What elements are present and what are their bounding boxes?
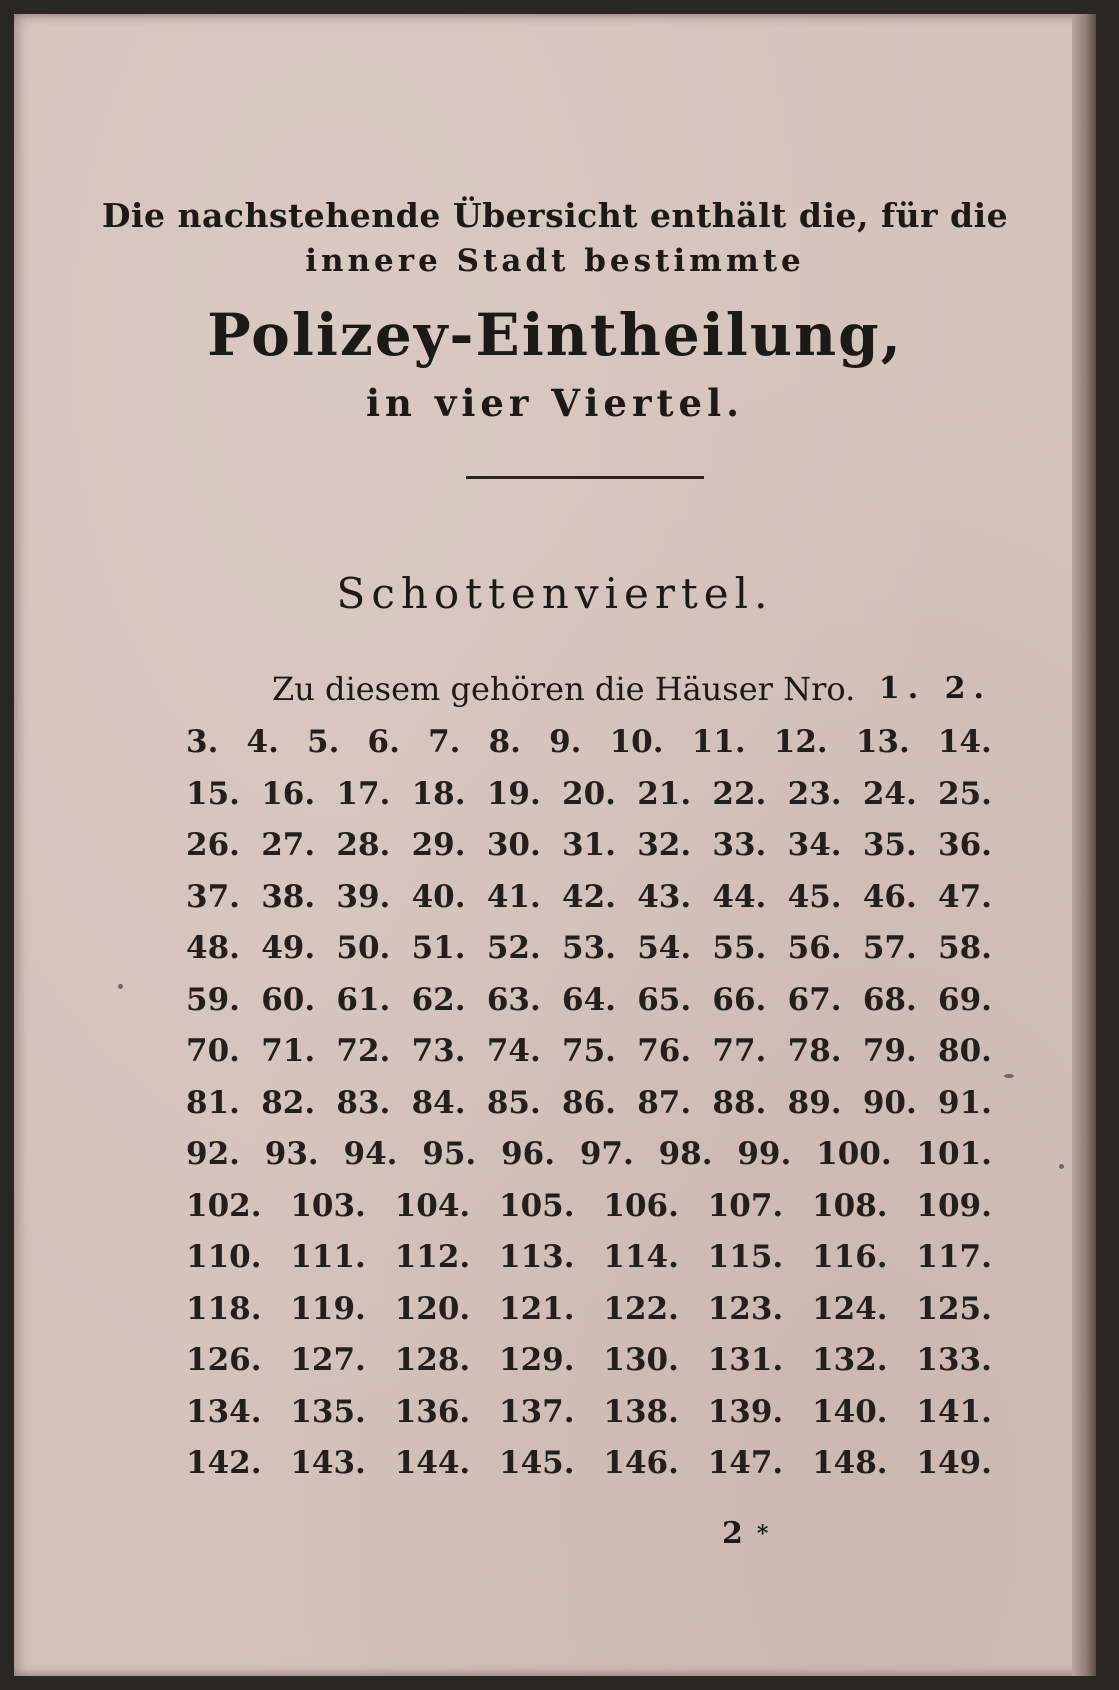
house-number: 133. bbox=[916, 1342, 992, 1378]
house-number: 49. bbox=[261, 930, 316, 966]
house-number: 58. bbox=[938, 930, 992, 966]
house-number: 56. bbox=[787, 930, 842, 966]
house-number: 23. bbox=[787, 775, 842, 812]
house-number: 55. bbox=[712, 930, 767, 966]
house-number: 17. bbox=[336, 775, 391, 812]
number-line bbox=[186, 716, 992, 768]
house-number: 100. bbox=[816, 1136, 892, 1172]
house-number: 136. bbox=[394, 1393, 471, 1430]
paper-speck bbox=[1059, 1164, 1064, 1169]
house-number: 123. bbox=[707, 1290, 784, 1327]
house-number: 135. bbox=[290, 1393, 366, 1430]
house-number: 54. bbox=[637, 930, 692, 966]
house-number: 84. bbox=[411, 1084, 466, 1121]
signature-number: 2 bbox=[722, 1516, 743, 1551]
number-line bbox=[186, 1283, 992, 1335]
house-number: 93. bbox=[264, 1136, 319, 1172]
house-number: 103. bbox=[290, 1187, 366, 1224]
house-number: 41. bbox=[486, 878, 541, 915]
house-number: 59. bbox=[186, 981, 240, 1018]
house-number: 67. bbox=[787, 981, 842, 1018]
house-number: 69. bbox=[938, 981, 992, 1018]
house-number: 89. bbox=[787, 1084, 842, 1121]
intro-numbers: 1. 2. bbox=[878, 671, 992, 706]
house-number: 112. bbox=[394, 1239, 471, 1275]
house-number: 8. bbox=[488, 724, 521, 760]
number-line bbox=[186, 871, 992, 923]
house-number: 92. bbox=[186, 1136, 240, 1172]
number-line bbox=[186, 1334, 992, 1386]
house-number: 86. bbox=[562, 1084, 616, 1121]
house-number: 48. bbox=[186, 930, 240, 966]
house-number: 127. bbox=[290, 1342, 366, 1378]
house-number: 46. bbox=[862, 878, 917, 915]
house-number: 125. bbox=[916, 1290, 992, 1327]
house-number: 79. bbox=[862, 1033, 917, 1069]
house-number: 7. bbox=[428, 724, 461, 760]
house-number: 83. bbox=[336, 1084, 391, 1121]
house-number: 126. bbox=[186, 1342, 262, 1378]
house-number: 61. bbox=[336, 981, 391, 1018]
house-number: 141. bbox=[916, 1393, 992, 1430]
house-number: 98. bbox=[658, 1136, 713, 1172]
house-number: 81. bbox=[186, 1084, 240, 1121]
house-number: 70. bbox=[186, 1033, 240, 1069]
house-number: 147. bbox=[707, 1445, 784, 1481]
house-number: 130. bbox=[603, 1342, 679, 1378]
house-number: 73. bbox=[411, 1033, 466, 1069]
house-number: 122. bbox=[603, 1290, 679, 1327]
house-number: 20. bbox=[562, 775, 616, 812]
house-number: 42. bbox=[562, 878, 616, 915]
house-number: 139. bbox=[707, 1393, 784, 1430]
house-number: 144. bbox=[394, 1445, 471, 1481]
house-number: 35. bbox=[862, 827, 917, 863]
number-line bbox=[186, 1077, 992, 1129]
number-line bbox=[186, 768, 992, 820]
intro-text: Zu diesem gehören die Häuser Nro. bbox=[272, 670, 856, 708]
house-number: 138. bbox=[603, 1393, 679, 1430]
house-number: 132. bbox=[812, 1342, 888, 1378]
house-number: 12. bbox=[773, 724, 828, 760]
number-line bbox=[186, 1386, 992, 1438]
house-number: 74. bbox=[486, 1033, 541, 1069]
house-number: 78. bbox=[787, 1033, 842, 1069]
house-number: 18. bbox=[411, 775, 466, 812]
house-number: 14. bbox=[937, 724, 992, 760]
house-number: 3. bbox=[186, 724, 219, 760]
number-line bbox=[186, 974, 992, 1026]
intro-line-2: innere Stadt bestimmte bbox=[305, 243, 805, 279]
house-number: 145. bbox=[499, 1445, 575, 1481]
house-number: 52. bbox=[486, 930, 541, 966]
house-number: 6. bbox=[367, 724, 400, 760]
house-number: 33. bbox=[712, 827, 767, 863]
house-number: 60. bbox=[261, 981, 316, 1018]
house-number: 29. bbox=[411, 827, 466, 863]
house-number: 115. bbox=[707, 1239, 784, 1275]
house-number: 107. bbox=[707, 1187, 784, 1224]
number-line bbox=[186, 1231, 992, 1283]
house-number: 11. bbox=[691, 724, 746, 760]
house-number: 124. bbox=[812, 1290, 888, 1327]
house-number: 72. bbox=[336, 1033, 391, 1069]
house-number: 128. bbox=[394, 1342, 471, 1378]
house-number: 90. bbox=[862, 1084, 917, 1121]
house-number: 10. bbox=[609, 724, 664, 760]
house-number: 30. bbox=[486, 827, 541, 863]
house-number: 66. bbox=[712, 981, 767, 1018]
house-number: 97. bbox=[579, 1136, 634, 1172]
house-number: 76. bbox=[637, 1033, 692, 1069]
house-number: 32. bbox=[637, 827, 692, 863]
house-number: 109. bbox=[916, 1187, 992, 1224]
house-number: 118. bbox=[186, 1290, 262, 1327]
house-number: 129. bbox=[499, 1342, 575, 1378]
house-number: 39. bbox=[336, 878, 391, 915]
house-number: 146. bbox=[603, 1445, 679, 1481]
house-number: 25. bbox=[938, 775, 992, 812]
house-number: 75. bbox=[562, 1033, 616, 1069]
house-number: 101. bbox=[916, 1136, 992, 1172]
house-number: 62. bbox=[411, 981, 466, 1018]
house-number: 120. bbox=[394, 1290, 471, 1327]
house-number: 116. bbox=[812, 1239, 888, 1275]
house-number: 24. bbox=[862, 775, 917, 812]
intro-line-1: Die nachstehende Übersicht enthält die, für die bbox=[101, 196, 1009, 235]
house-number: 65. bbox=[637, 981, 692, 1018]
number-line bbox=[186, 1180, 992, 1232]
house-number: 16. bbox=[261, 775, 316, 812]
house-number: 80. bbox=[938, 1033, 992, 1069]
house-number: 31. bbox=[562, 827, 616, 863]
house-number: 110. bbox=[186, 1239, 262, 1275]
number-line bbox=[186, 1025, 992, 1077]
number-line bbox=[186, 1128, 992, 1180]
house-number: 105. bbox=[499, 1187, 575, 1224]
house-number: 4. bbox=[246, 724, 279, 760]
house-number: 99. bbox=[737, 1136, 792, 1172]
house-number: 96. bbox=[501, 1136, 555, 1172]
house-number: 148. bbox=[812, 1445, 888, 1481]
house-number: 27. bbox=[261, 827, 316, 863]
house-number: 26. bbox=[186, 827, 240, 863]
house-number: 50. bbox=[336, 930, 391, 966]
house-number: 131. bbox=[707, 1342, 784, 1378]
paper-speck bbox=[1004, 1074, 1014, 1078]
house-number: 143. bbox=[290, 1445, 366, 1481]
number-line bbox=[186, 819, 992, 871]
house-number: 108. bbox=[812, 1187, 888, 1224]
house-number: 19. bbox=[486, 775, 541, 812]
house-number: 5. bbox=[307, 724, 340, 760]
house-number: 38. bbox=[261, 878, 316, 915]
house-number: 28. bbox=[336, 827, 391, 863]
house-number: 82. bbox=[261, 1084, 316, 1121]
house-number: 64. bbox=[562, 981, 616, 1018]
house-number: 22. bbox=[712, 775, 767, 812]
house-number: 15. bbox=[186, 775, 240, 812]
page-signature bbox=[722, 1509, 812, 1559]
house-number: 102. bbox=[186, 1187, 262, 1224]
house-number: 140. bbox=[812, 1393, 888, 1430]
page-header bbox=[14, 194, 1096, 428]
house-number: 51. bbox=[411, 930, 466, 966]
house-number: 119. bbox=[290, 1290, 366, 1327]
house-number: 44. bbox=[712, 878, 767, 915]
house-number: 137. bbox=[499, 1393, 575, 1430]
house-number: 43. bbox=[637, 878, 692, 915]
house-number: 34. bbox=[787, 827, 842, 863]
house-number: 53. bbox=[562, 930, 616, 966]
house-number: 106. bbox=[603, 1187, 679, 1224]
main-title: Polizey-Eintheilung, bbox=[207, 301, 903, 369]
house-number: 47. bbox=[938, 878, 992, 915]
house-number: 134. bbox=[186, 1393, 262, 1430]
house-number: 95. bbox=[422, 1136, 477, 1172]
house-number: 117. bbox=[916, 1239, 992, 1275]
house-number: 63. bbox=[486, 981, 541, 1018]
number-line bbox=[186, 922, 992, 974]
signature-mark: * bbox=[756, 1521, 769, 1547]
title-divider bbox=[466, 476, 704, 479]
house-number: 57. bbox=[862, 930, 917, 966]
house-number: 71. bbox=[261, 1033, 316, 1069]
house-number: 149. bbox=[916, 1445, 992, 1481]
book-page bbox=[14, 14, 1096, 1676]
house-number: 113. bbox=[499, 1239, 575, 1275]
house-number: 37. bbox=[186, 878, 240, 915]
house-number: 142. bbox=[186, 1445, 262, 1481]
house-number: 13. bbox=[855, 724, 910, 760]
house-number: 9. bbox=[549, 724, 582, 760]
subtitle: in vier Viertel. bbox=[365, 381, 745, 425]
paper-speck bbox=[118, 984, 123, 989]
house-number: 121. bbox=[499, 1290, 575, 1327]
house-number: 111. bbox=[290, 1239, 366, 1275]
house-number: 45. bbox=[787, 878, 842, 915]
house-number: 104. bbox=[394, 1187, 471, 1224]
section-intro-sentence bbox=[272, 662, 992, 716]
section-title: Schottenviertel. bbox=[336, 569, 774, 618]
house-number: 36. bbox=[938, 827, 992, 863]
house-number: 40. bbox=[411, 878, 466, 915]
house-number: 87. bbox=[637, 1084, 692, 1121]
number-line bbox=[186, 1437, 992, 1489]
house-number: 114. bbox=[603, 1239, 679, 1275]
house-number: 77. bbox=[712, 1033, 767, 1069]
house-number: 91. bbox=[938, 1084, 992, 1121]
house-number: 68. bbox=[862, 981, 917, 1018]
house-number: 85. bbox=[486, 1084, 541, 1121]
house-number: 21. bbox=[637, 775, 692, 812]
house-number: 94. bbox=[343, 1136, 398, 1172]
house-number: 88. bbox=[712, 1084, 767, 1121]
